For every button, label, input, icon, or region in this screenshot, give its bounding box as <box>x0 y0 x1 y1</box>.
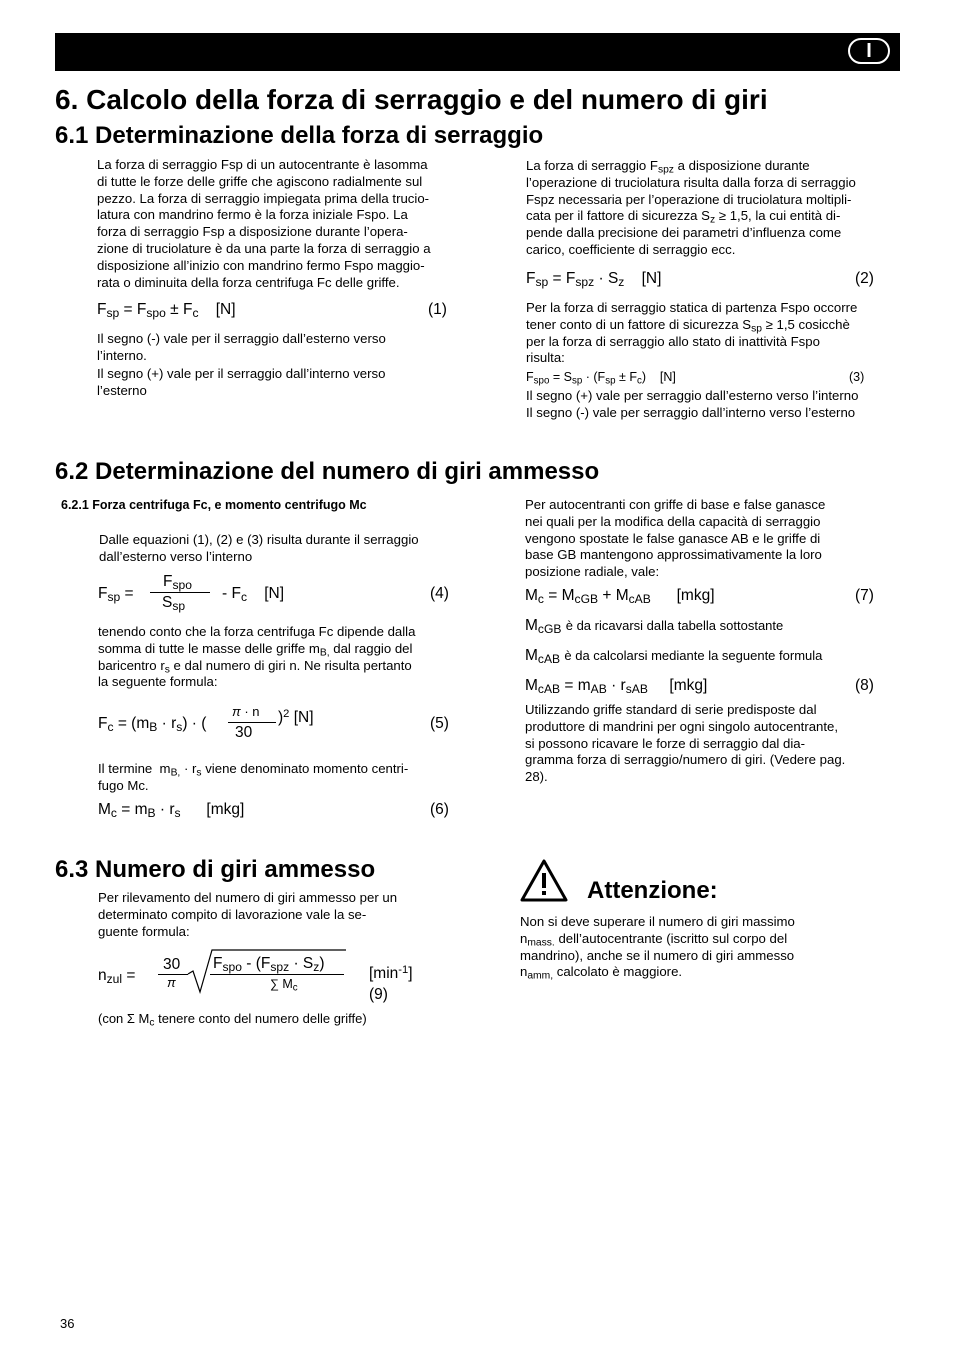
equation-5-numerator: π · n <box>232 704 260 719</box>
mcab-line: $M_{cAB}$ è da calcolarsi mediante la seguente formula <box>525 647 823 667</box>
equation-5-lhs: $F_c = (m_B \cdot r_s)$ · ( <box>98 715 207 735</box>
equation-1-number: (1) <box>428 301 447 318</box>
equation-9-numerator: $F_{spo} - (F_{spz} \cdot S_z)$ <box>213 955 325 975</box>
equation-4-lhs: $F_{sp}$ = <box>98 585 134 605</box>
equation-3: $F_{spo} = S_{sp} \cdot (F_{sp} \pm F_c)$ [N] <box>526 370 676 387</box>
s61-sign-notes: Il segno (+) vale per serraggio dall’esterno verso l’interno Il segno (-) vale per serraggio dall’interno verso l’esterno <box>526 388 859 420</box>
equation-9-unit: $[\min^{-1}]$ <box>369 963 413 982</box>
equation-9-pi: π <box>167 975 176 990</box>
s61-note-plus: Il segno (+) vale per il serraggio dall’interno verso l’esterno <box>97 366 386 398</box>
s61-static-paragraph: Per la forza di serraggio statica di partenza Fspo occorre tener conto di un fattore di sicurezza $S_{sp} \ge 1,5$ cosicchè per la forza di serraggio allo stato di inattività Fspo risulta: <box>526 300 858 366</box>
attention-paragraph: Non si deve superare il numero di giri massimo $n_{mass.}$ dell’autocentrante (iscritto sul corpo del mandrino), anche se il numero di giri ammesso $n_{amm,}$ calcolato è maggiore. <box>520 914 795 982</box>
equation-9-numerator-30: 30 <box>163 956 181 973</box>
s62-standard-paragraph: Utilizzando griffe standard di serie predisposte dal produttore di mandrini per ogni singolo autocentrante, si possono ricavare le forze di serraggio dal dia- gramma forza di serraggio/numero di giri. (Vedere pag. 28). <box>525 702 846 785</box>
equation-5-fraction-bar <box>228 722 276 723</box>
s61-note-minus: Il segno (-) vale per il serraggio dall’esterno verso l’interno. <box>97 331 386 363</box>
equation-9-fraction-bar-2 <box>210 974 344 975</box>
equation-5-rhs: )$^2$ [N] <box>278 707 314 726</box>
equation-4-rhs: - $F_c$ [N] <box>222 585 285 605</box>
subsection-6-2-1-heading: 6.2.1 Forza centrifuga Fc, e momento centrifugo Mc <box>61 498 367 512</box>
page-title: 6. Calcolo della forza di serraggio e del numero di giri <box>55 84 768 115</box>
equation-7-number: (7) <box>855 587 874 604</box>
equation-3-number: (3) <box>849 370 865 384</box>
equation-8: $M_{cAB} = m_{AB} \cdot r_{sAB}$ [mkg] <box>525 677 708 697</box>
s63-paragraph: Per rilevamento del numero di giri ammesso per un determinato compito di lavorazione vale la se- guente formula: <box>98 890 398 939</box>
section-6-2-heading: 6.2 Determinazione del numero di giri ammesso <box>55 458 600 485</box>
equation-8-number: (8) <box>855 677 874 694</box>
equation-9-denominator: ∑ $M_c$ <box>270 977 298 994</box>
section-6-3-heading: 6.3 Numero di giri ammesso <box>55 856 376 883</box>
equation-5-number: (5) <box>430 715 449 732</box>
attention-title: Attenzione: <box>587 877 718 904</box>
equation-4-number: (4) <box>430 585 449 602</box>
equation-9-lhs: $n_{zul}$ = <box>98 967 136 987</box>
equation-7: $M_c = M_{cGB} + M_{cAB}$ [mkg] <box>525 587 715 607</box>
equation-2: $F_{sp} = F_{spz} \cdot S_z$ [N] <box>526 270 662 290</box>
equation-1: $F_{sp} = F_{spo} \pm F_c$ [N] <box>97 301 236 321</box>
s61-right-paragraph: La forza di serraggio $F_{spz}$ a disposizione durante l’operazione di truciolatura risulta dalla forza di serraggio Fspz necessaria per l’operazione di truciolatura moltipli- cata per il fattore di sicurezza $S_z \ge 1,5$, la cui entità di- pende dalla precisione dei parametri d’influenza come carico, coefficiente di serraggio ecc. <box>526 158 856 257</box>
language-badge: I <box>848 38 890 64</box>
equation-2-number: (2) <box>855 270 874 287</box>
equation-9-number: (9) <box>369 986 388 1003</box>
s62-mid-paragraph: tenendo conto che la forza centrifuga Fc dipende dalla somma di tutte le masse delle griffe $m_{B,}$ dal raggio del baricentro $r_s$ e dal numero di giri n. Ne risulta pertanto la seguente formula: <box>98 624 416 690</box>
section-6-1-heading: 6.1 Determinazione della forza di serraggio <box>55 122 544 149</box>
s62-intro: Dalle equazioni (1), (2) e (3) risulta durante il serraggio dall’esterno verso l’interno <box>99 532 419 564</box>
warning-icon <box>520 858 568 902</box>
equation-6-number: (6) <box>430 801 449 818</box>
s62-term-paragraph: Il termine $m_{B,} \cdot r_s$ viene denominato momento centri- fugo Mc. <box>98 761 409 793</box>
equation-4-numerator: $F_{spo}$ <box>163 573 192 593</box>
s62-right-paragraph: Per autocentranti con griffe di base e false ganasce nei quali per la modifica della capacità di serraggio vengono spostate le false ganasce AB e le griffe di base GB mantengono approssimativamente la loro posizione radiale, vale: <box>525 497 826 580</box>
equation-6: $M_c = m_B \cdot r_s$ [mkg] <box>98 801 245 821</box>
equation-4-fraction-bar <box>150 592 210 593</box>
mcgb-line: $M_{cGB}$ è da ricavarsi dalla tabella sottostante <box>525 617 784 637</box>
s63-note: (con Σ $M_c$ tenere conto del numero delle griffe) <box>98 1011 367 1029</box>
s61-left-paragraph: La forza di serraggio Fsp di un autocentrante è lasomma di tutte le forze delle griffe che agiscono radialmente sul pezzo. La forza di serraggio impiegata prima della trucio- latura con mandrino fermo è la forza iniziale Fspo. La forza di serraggio Fsp a disposizione durante l’opera- zione di truciolature è da una parte la forza di serraggio a disposizione all’inizio con mandrino fermo Fspo maggio- rata o diminuita della forza centrifuga Fc delle griffe. <box>97 157 431 290</box>
equation-5-denominator: 30 <box>235 724 253 741</box>
equation-4-denominator: $S_{sp}$ <box>162 594 186 614</box>
page-number: 36 <box>60 1316 75 1331</box>
header-bar <box>55 33 900 71</box>
